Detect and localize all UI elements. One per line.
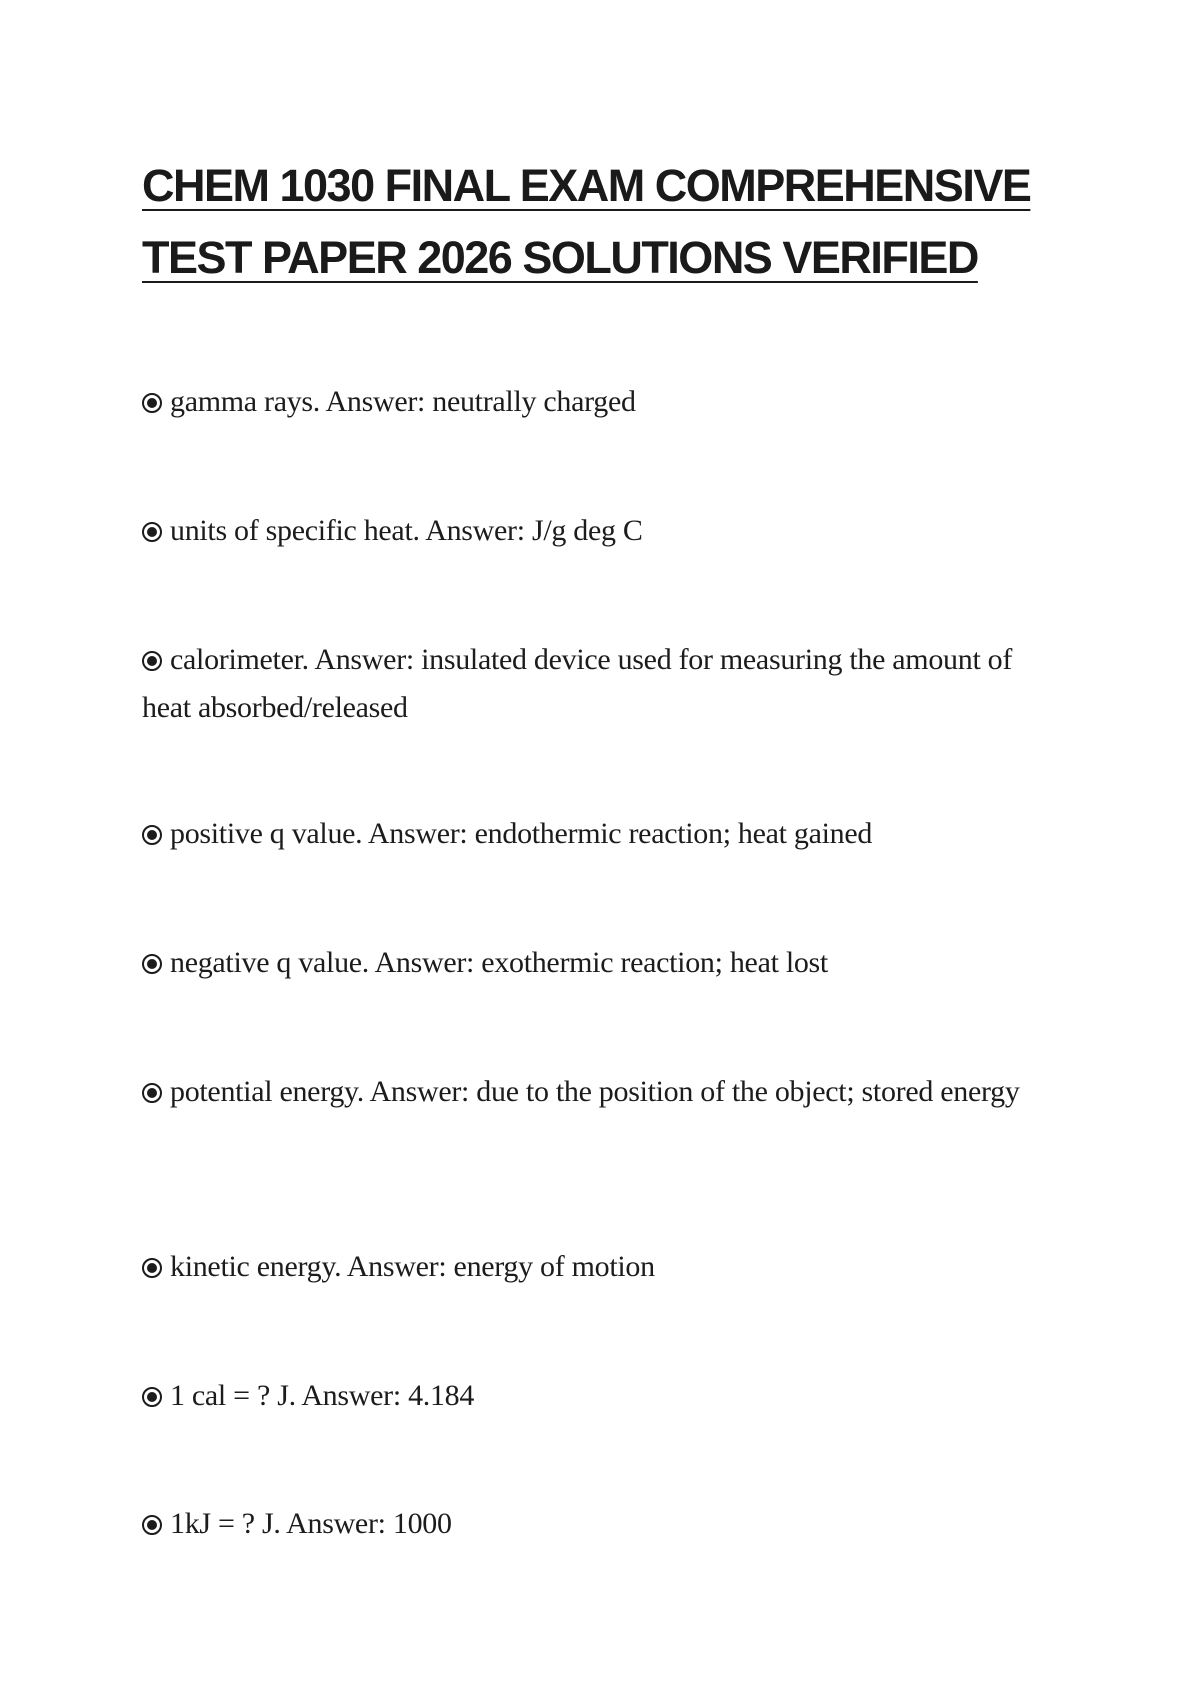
qa-item-text: 1kJ = ? J. Answer: 1000 — [170, 1507, 452, 1540]
qa-item-text: positive q value. Answer: endothermic reaction; heat gained — [170, 817, 873, 850]
radio-bullet-icon — [142, 954, 162, 974]
radio-bullet-icon — [142, 522, 162, 542]
qa-item-text: gamma rays. Answer: neutrally charged — [170, 385, 636, 418]
qa-item-text: kinetic energy. Answer: energy of motion — [170, 1250, 655, 1283]
title-line-2: TEST PAPER 2026 SOLUTIONS VERIFIED — [142, 232, 978, 283]
qa-item-kj-to-joules — [142, 1500, 1062, 1548]
qa-item-calorimeter — [142, 636, 1062, 732]
radio-bullet-icon — [142, 1083, 162, 1103]
radio-bullet-icon — [142, 651, 162, 671]
qa-item-kinetic-energy — [142, 1243, 1062, 1291]
qa-item-potential-energy — [142, 1068, 1062, 1116]
radio-bullet-icon — [142, 1515, 162, 1535]
qa-item-text: potential energy. Answer: due to the position of the object; stored energy — [170, 1075, 1020, 1108]
qa-item-specific-heat-units — [142, 507, 1062, 555]
document-title — [142, 150, 1102, 294]
qa-item-text: units of specific heat. Answer: J/g deg C — [170, 514, 643, 547]
qa-item-negative-q — [142, 939, 1062, 987]
title-line-1: CHEM 1030 FINAL EXAM COMPREHENSIVE — [142, 160, 1031, 211]
qa-item-cal-to-joules — [142, 1372, 1062, 1420]
qa-item-text: 1 cal = ? J. Answer: 4.184 — [170, 1379, 475, 1412]
qa-item-text: calorimeter. Answer: insulated device used for measuring the amount of heat absorbed/released — [142, 643, 1013, 724]
qa-item-text: negative q value. Answer: exothermic reaction; heat lost — [170, 946, 828, 979]
radio-bullet-icon — [142, 825, 162, 845]
qa-item-positive-q — [142, 810, 1062, 858]
qa-item-gamma-rays — [142, 378, 1062, 426]
radio-bullet-icon — [142, 1258, 162, 1278]
radio-bullet-icon — [142, 393, 162, 413]
radio-bullet-icon — [142, 1387, 162, 1407]
